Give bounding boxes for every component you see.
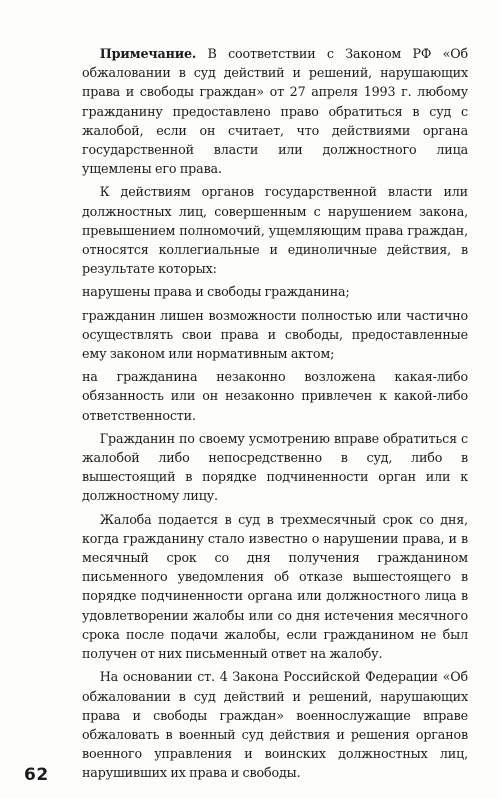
paragraph-actions: К действиям органов государственной власти или должностных лиц, совершенным с нарушением закона, превышением полномочий, ущемляющим права граждан, относятся коллегиальные и единоличные действия, в результате которых: (82, 184, 468, 277)
list-item-rights-violated: нарушены права и свободы гражданина; (82, 284, 350, 300)
list-item-deprived: гражданин лишен возможности полностью или частично осуществлять свои права и свободы, предоставленные ему законом или нормативным актом; (82, 307, 468, 362)
note-text: В соответствии с Законом РФ «Об обжаловании в суд действий и решений, нарушающих права и свободы граждан» от 27 апреля 1993 г. любому гражданину предоставлено право обратиться в суд с жалобой, если он считает, что действиями органа государственной власти или должностного лица ущемлены его права. (82, 46, 468, 177)
paragraph-deadline: Жалоба подается в суд в трехмесячный срок со дня, когда гражданину стало известно о нарушении права, и в месячный срок со дня получения гражданином письменного уведомления об отказе вышестоящего в порядке подчиненности органа или должностного лица в удовлетворении жалобы или со дня истечения месячного срока после подачи жалобы, если гражданином не был получен от них письменный ответ на жалобу. (82, 511, 468, 662)
body-text (82, 44, 468, 783)
page-number: 62 (24, 765, 49, 785)
paragraph-discretion: Гражданин по своему усмотрению вправе обратиться с жалобой либо непосредственно в суд, либо в вышестоящий в порядке подчиненности орган или к должностному лицу. (82, 430, 468, 504)
note-paragraph (82, 44, 468, 178)
note-label: Примечание. (99, 46, 197, 61)
list-item-obligation: на гражданина незаконно возложена какая-либо обязанность или он незаконно привлечен к какой-либо ответственности. (82, 369, 468, 423)
paragraph-military: На основании ст. 4 Закона Российской Федерации «Об обжаловании в суд действий и решений, нарушающих права и свободы граждан» военнослужащие вправе обжаловать в военный суд действия и решения органов военного управления и воинских должностных лиц, нарушивших их права и свободы. (82, 669, 468, 781)
